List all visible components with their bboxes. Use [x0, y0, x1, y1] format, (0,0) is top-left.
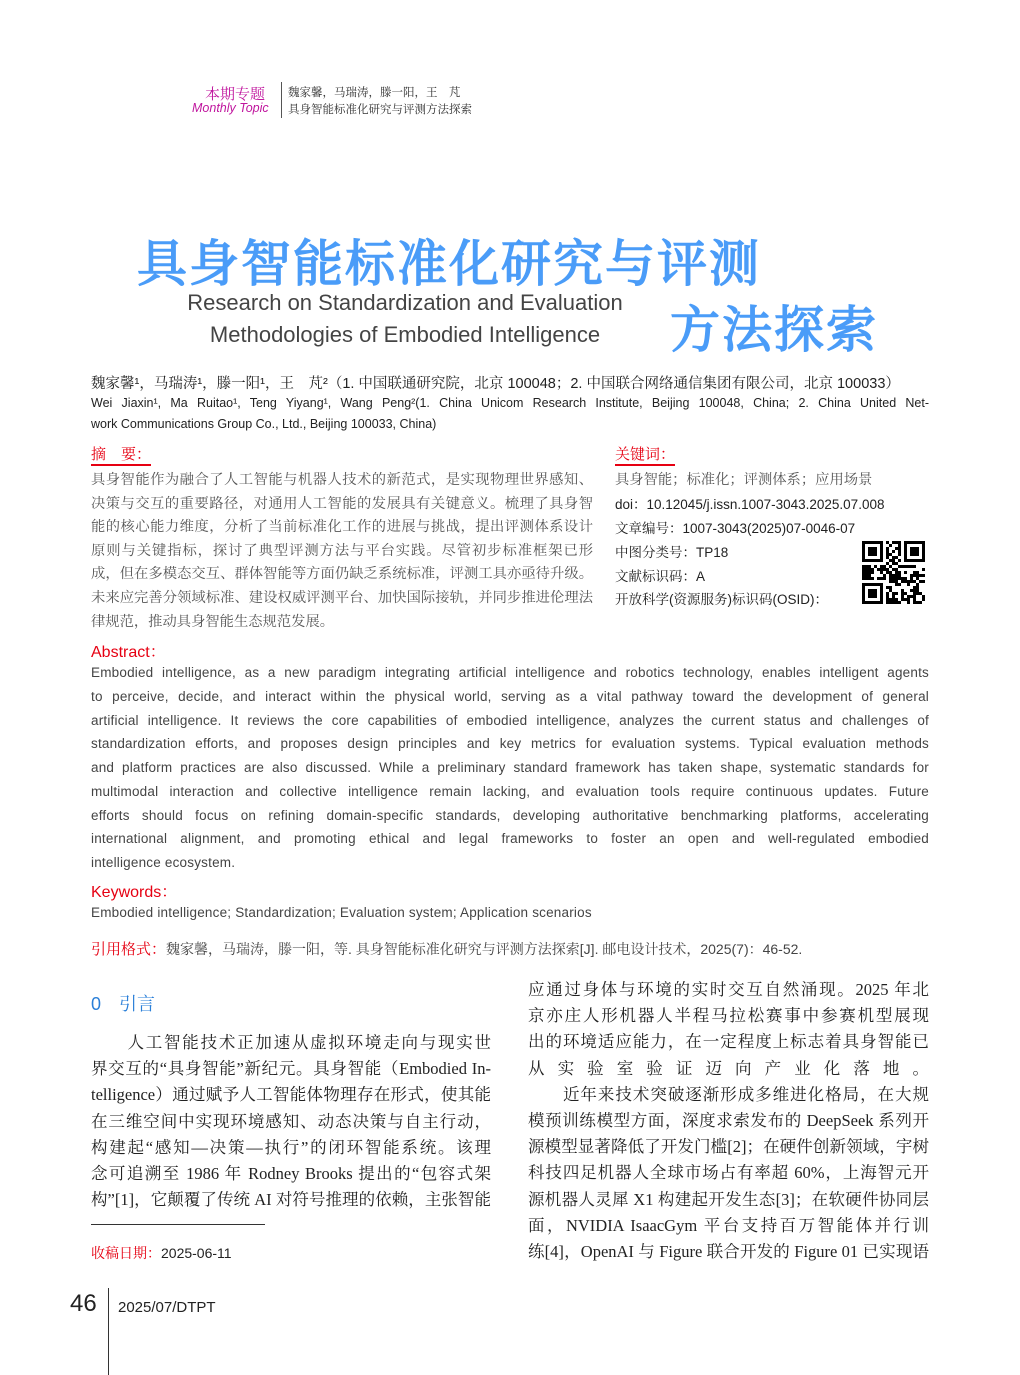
text-line: 在三维空间中实现环境感知、动态决策与自主行动， — [91, 1111, 491, 1131]
keywords-en: Embodied intelligence; Standardization; Evaluation system; Application scenarios — [91, 905, 592, 920]
text-line: 原则与关键指标，探讨了典型评测方法与平台实践。尽管初步标准框架已形 — [91, 542, 593, 559]
title-en-line2: Methodologies of Embodied Intelligence — [209, 322, 601, 347]
citation-label: 引用格式： — [91, 941, 167, 958]
text-line: 面，NVIDIA IsaacGym 平台支持百万智能体并行训 — [528, 1215, 929, 1235]
text-line: to perceive, decide, and interact within the physical world, serving as a vital pathway toward the development of general — [91, 688, 929, 704]
authors-en-line2: work Communications Group Co., Ltd., Beijing 100033, China) — [91, 417, 437, 431]
text-line: 应通过身体与环境的实时交互自然涌现。2025 年北 — [528, 980, 929, 999]
text-line: 出的环境适应能力，在一定程度上标志着具身智能已 — [528, 1032, 929, 1052]
text-line: 决策与交互的重要路径，对通用人工智能的发展具有关键意义。梳理了具身智 — [91, 495, 593, 512]
text-line: 成，但在多模态交互、群体智能等方面仍缺乏系统标准，评测工具亦亟待升级。 — [91, 566, 593, 583]
text-line: Embodied intelligence, as a new paradigm integrating artificial intelligence and robotics technology, enables intelligent agents — [91, 665, 929, 680]
abstract-en-label: Abstract： — [91, 644, 166, 661]
text-line: 构建起“感知—决策—执行”的闭环智能系统。该理 — [91, 1137, 491, 1157]
keywords-cn: 具身智能；标准化；评测体系；应用场景 — [615, 472, 873, 488]
footer-divider — [108, 1288, 109, 1375]
text-line: 练[4]，OpenAI 与 Figure 联合开发的 Figure 01 已实现语 — [528, 1242, 929, 1261]
authors-cn: 魏家馨¹，马瑞涛¹，滕一阳¹，王 芃²（1. 中国联通研究院，北京 100048；2. 中国联合网络通信集团有限公司，北京 100033） — [91, 376, 900, 392]
title-en-line1: Research on Standardization and Evaluation — [187, 290, 623, 315]
doi: doi：10.12045/j.issn.1007-3043.2025.07.008 — [615, 497, 885, 512]
text-line: efforts should focus on refining domain-specific standards, developing authoritative benchmarking platforms, accelerating — [91, 807, 929, 823]
document-code: 文献标识码：A — [615, 569, 706, 584]
journal-issue: 2025/07/DTPT — [118, 1299, 216, 1316]
article-number: 文章编号：1007-3043(2025)07-0046-07 — [615, 521, 856, 536]
text-line: 律规范，推动具身智能生态规范发展。 — [91, 613, 335, 630]
text-line: intelligence ecosystem. — [91, 855, 236, 870]
text-line: standardization efforts, and proposes design principles and key metrics for evaluation systems. Typical evaluation methods — [91, 736, 929, 752]
text-line: 科技四足机器人全球市场占有率超 60%，上海智元开 — [528, 1163, 929, 1183]
running-header-authors: 魏家馨，马瑞涛，滕一阳，王 芃 — [288, 87, 461, 99]
topic-label-cn: 本期专题 — [205, 86, 266, 103]
title-cn-line1: 具身智能标准化研究与评测 — [137, 235, 761, 293]
text-line: artificial intelligence. It reviews the core capabilities of embodied intelligence, analyzes the current status and challenges of — [91, 712, 929, 728]
qr-code-icon — [862, 541, 925, 604]
keywords-en-label: Keywords： — [91, 884, 178, 901]
text-line: 京亦庄人形机器人半程马拉松赛事中参赛机型展现 — [528, 1006, 929, 1026]
text-line: 界交互的“具身智能”新纪元。具身智能（Embodied In- — [91, 1059, 491, 1079]
text-line: 源模型显著降低了开发门槛[2]；在硬件创新领域，宇树 — [528, 1137, 929, 1157]
text-line: telligence）通过赋予人工智能体物理存在形式，使其能 — [91, 1085, 491, 1105]
text-line: multimodal interaction and collective intelligence remain lacking, and evaluation tools require continuous updates. Future — [91, 783, 929, 799]
text-line: 近年来技术突破逐渐形成多维进化格局，在大规 — [528, 1084, 929, 1104]
running-header-title: 具身智能标准化研究与评测方法探索 — [288, 104, 472, 116]
text-line: 念可追溯至 1986 年 Rodney Brooks 提出的“包容式架 — [91, 1164, 491, 1183]
header-divider — [281, 82, 282, 118]
topic-label-en: Monthly Topic — [192, 101, 269, 115]
page-number: 46 — [70, 1290, 97, 1317]
text-line: 从实验室验证迈向产业化落地。 — [528, 1058, 929, 1078]
footnote-rule — [91, 1224, 265, 1225]
section-heading: 0 引言 — [91, 994, 156, 1014]
citation-text: 魏家馨，马瑞涛，滕一阳，等. 具身智能标准化研究与评测方法探索[J]. 邮电设计技术，2025(7)：46-52. — [166, 941, 803, 957]
text-line: 模预训练模型方面，深度求索发布的 DeepSeek 系列开 — [528, 1111, 929, 1130]
abstract-cn-label: 摘 要： — [91, 443, 151, 464]
keywords-cn-label: 关键词： — [615, 443, 675, 464]
osid-label: 开放科学(资源服务)标识码(OSID)： — [615, 592, 828, 607]
text-line: 能的核心能力维度，分析了当前标准化工作的进展与挑战，提出评测体系设计 — [91, 519, 593, 536]
text-line: 具身智能作为融合了人工智能与机器人技术的新范式，是实现物理世界感知、 — [91, 472, 593, 488]
title-cn-line2: 方法探索 — [670, 301, 878, 359]
text-line: 源机器人灵犀 X1 构建起开发生态[3]；在软硬件协同层 — [528, 1189, 929, 1209]
text-line: 构”[1]，它颠覆了传统 AI 对符号推理的依赖，主张智能 — [91, 1190, 491, 1210]
text-line: 未来应完善分领域标准、建设权威评测平台、加快国际接轨，并同步推进伦理法 — [91, 590, 593, 606]
clc-number: 中图分类号：TP18 — [615, 545, 729, 560]
text-line: international alignment, and promoting ethical and legal frameworks to foster an open and well-regulated embodied — [91, 831, 929, 847]
text-line: and platform practices are also discussed. While a preliminary standard framework has taken shape, systematic standards for — [91, 760, 929, 775]
citation — [91, 938, 802, 959]
received-date: 收稿日期：2025-06-11 — [91, 1245, 232, 1261]
authors-en-line1: Wei Jiaxin¹, Ma Ruitao¹, Teng Yiyang¹, Wang Peng²(1. China Unicom Research Institute, Beijing 100048, China; 2. China United Net- — [91, 396, 929, 410]
text-line: 人工智能技术正加速从虚拟环境走向与现实世 — [91, 1033, 491, 1052]
